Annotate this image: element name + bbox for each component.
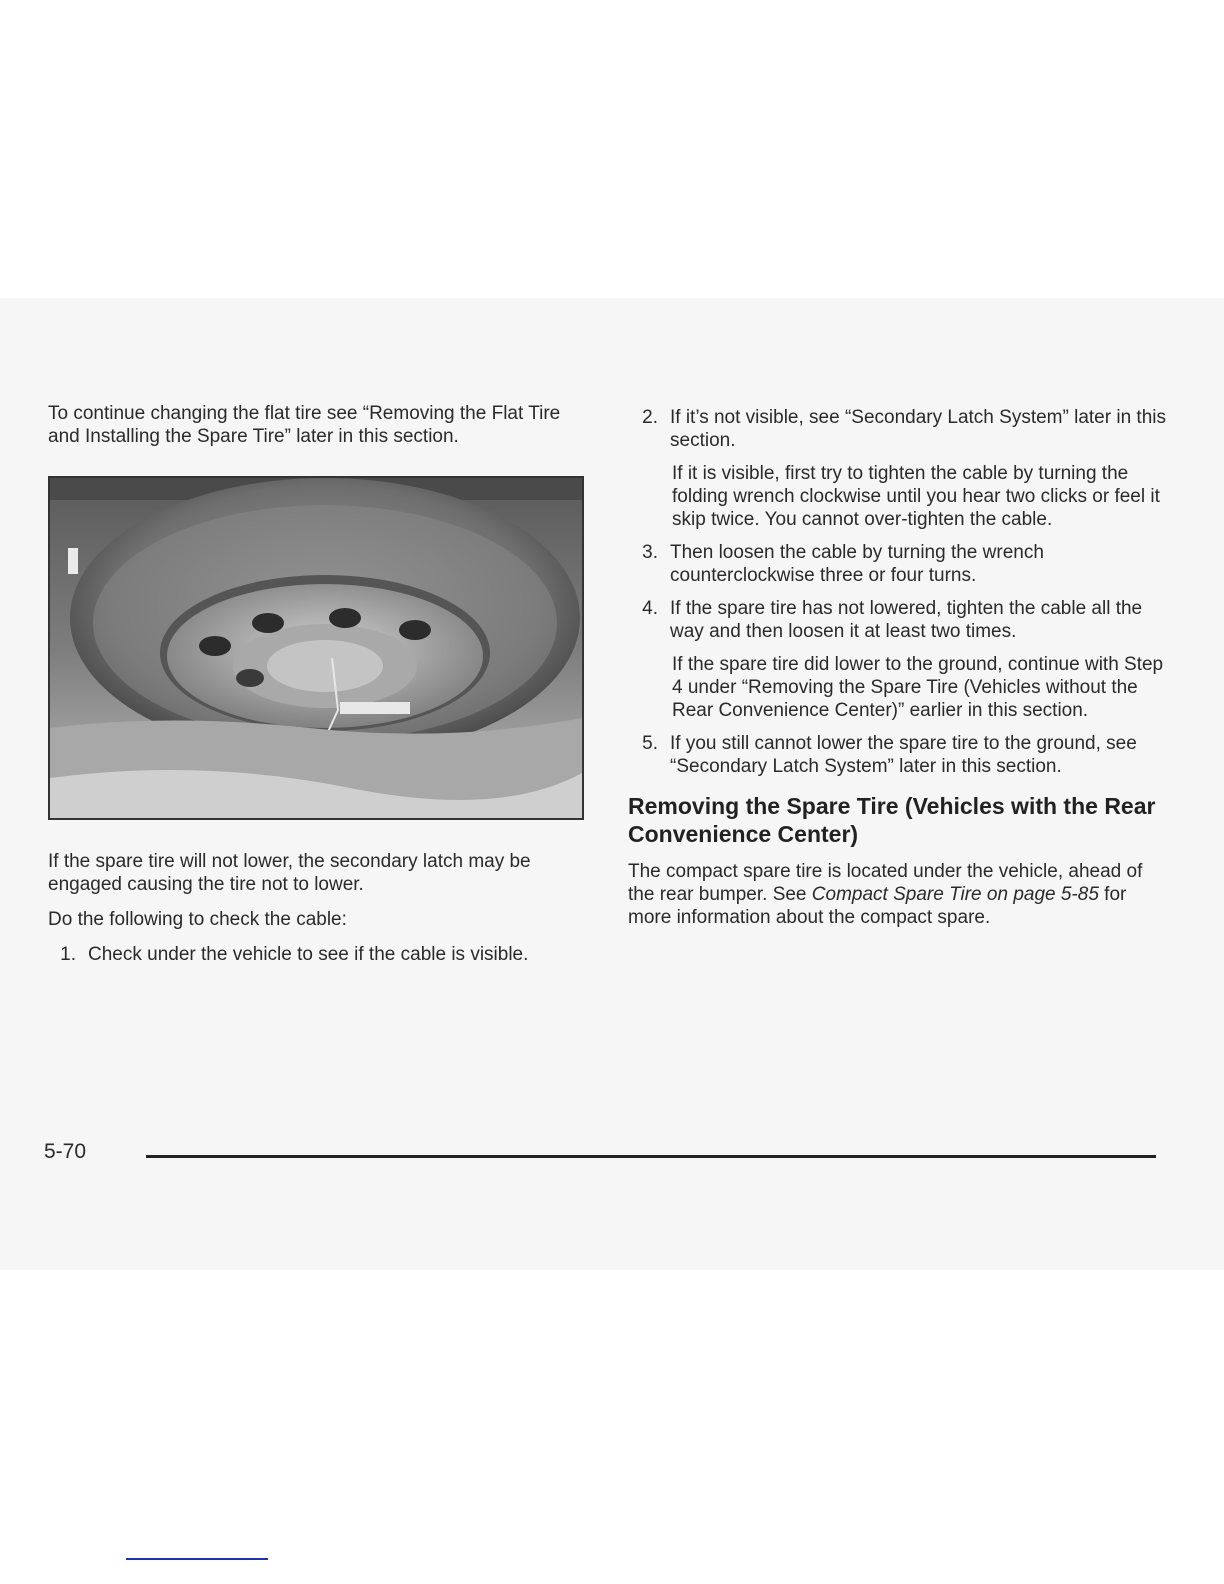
compact-spare-paragraph <box>628 860 1168 929</box>
step-text: Check under the vehicle to see if the cable is visible. <box>88 944 529 965</box>
step-5 <box>628 732 1168 778</box>
step-text: If it’s not visible, see “Secondary Latch System” later in this section. <box>670 407 1166 451</box>
step-number: 2. <box>642 407 658 428</box>
step-1 <box>48 943 578 966</box>
step-2-detail: If it is visible, first try to tighten the cable by turning the folding wrench clockwise until you hear two clicks or feel it skip twice. You cannot over-tighten the cable. <box>672 463 1160 530</box>
left-column <box>48 402 578 976</box>
step-3 <box>628 541 1168 587</box>
step-4-detail: If the spare tire did lower to the ground, continue with Step 4 under “Removing the Spare Tire (Vehicles without the Rear Convenience Center)” earlier in this section. <box>672 654 1164 721</box>
step-text: Then loosen the cable by turning the wrench counterclockwise three or four turns. <box>670 542 1044 586</box>
paragraph-text: for more information about the compact spare. <box>628 884 1127 928</box>
page-number: 5-70 <box>44 1140 87 1163</box>
secondary-latch-paragraph: If the spare tire will not lower, the secondary latch may be engaged causing the tire not to lower. <box>48 851 531 895</box>
cross-reference-link[interactable]: Compact Spare Tire on page 5-85 <box>811 884 1099 905</box>
step-number: 3. <box>642 542 658 563</box>
check-cable-paragraph: Do the following to check the cable: <box>48 909 347 930</box>
underline-mark <box>126 1558 268 1560</box>
intro-paragraph: To continue changing the flat tire see “Removing the Flat Tire and Installing the Spare Tire” later in this section. <box>48 403 561 447</box>
step-number: 4. <box>642 598 658 619</box>
step-number: 1. <box>60 944 76 965</box>
step-number: 5. <box>642 733 658 754</box>
step-text: If the spare tire has not lowered, tighten the cable all the way and then loosen it at least two times. <box>670 598 1143 642</box>
step-text: If you still cannot lower the spare tire to the ground, see “Secondary Latch System” later in this section. <box>670 733 1137 777</box>
footer-rule <box>146 1155 1156 1158</box>
step-2 <box>628 406 1168 452</box>
section-heading: Removing the Spare Tire (Vehicles with the Rear Convenience Center) <box>628 793 1156 847</box>
paragraph-text: The compact spare tire is located under the vehicle, ahead of the rear bumper. See <box>628 861 1143 905</box>
spare-tire-illustration <box>50 478 582 818</box>
right-column <box>628 406 1168 929</box>
spare-tire-photo <box>48 476 584 820</box>
step-4 <box>628 597 1168 643</box>
